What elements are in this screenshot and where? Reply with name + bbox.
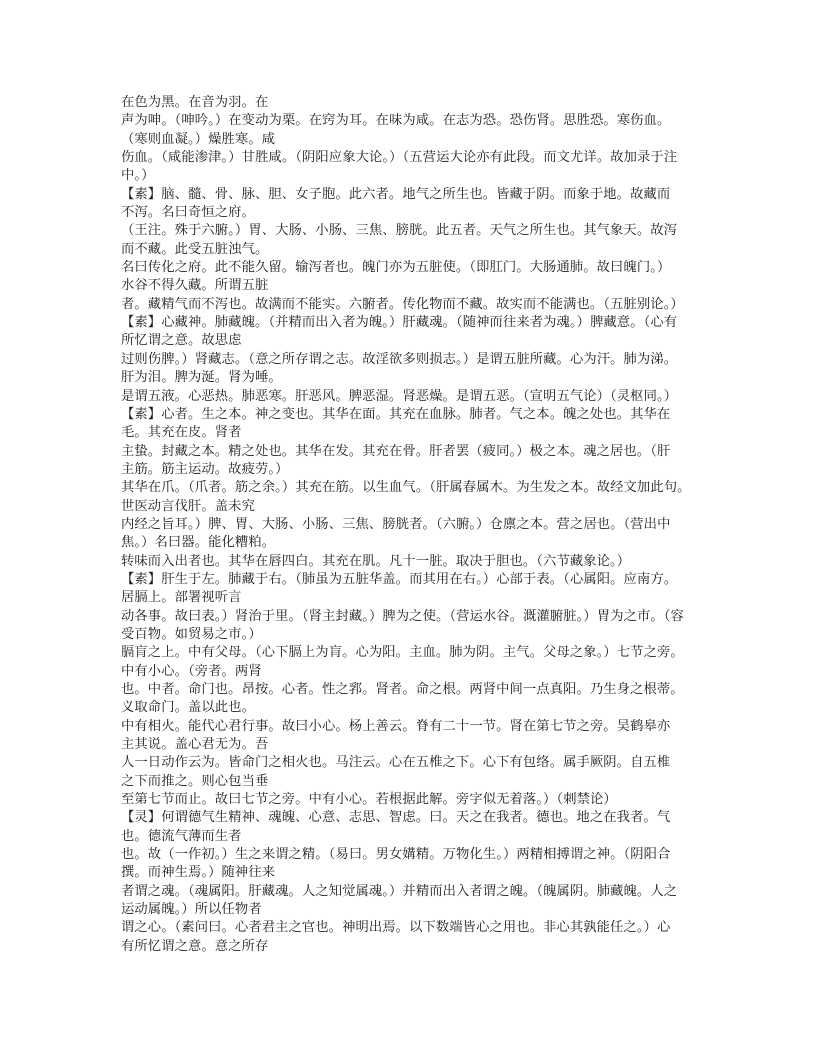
- text-line: 中有相火。能代心君行事。故曰小心。杨上善云。脊有二十一节。肾在第七节之旁。吴鹤皋亦: [121, 718, 671, 734]
- text-line: 转味而入出者也。其华在唇四白。其充在肌。凡十一脏。取决于胆也。（六节藏象论。）: [121, 553, 631, 569]
- document-page: [121, 94, 696, 956]
- text-line: 者谓之魂。（魂属阳。肝藏魂。人之知觉属魂。）并精而出入者谓之魄。（魄属阴。肺藏魄。人之: [121, 883, 678, 899]
- text-line: （王注。殊于六腑。）胃、大肠、小肠、三焦、膀胱。此五者。天气之所生也。其气象天。故泻: [121, 223, 678, 239]
- text-line: 膈肓之上。中有父母。（心下膈上为肓。心为阳。主血。肺为阴。主气。父母之象。）七节之旁。: [121, 645, 684, 661]
- text-line: 【素】心者。生之本。神之变也。其华在面。其充在血脉。肺者。气之本。魄之处也。其华在: [121, 406, 671, 422]
- text-line: 伤血。（咸能渗津。）甘胜咸。（阴阳应象大论。）（五营运大论亦有此段。而文尤详。故加录于注: [121, 150, 678, 166]
- text-line: 焦。）名曰器。能化糟粕。: [121, 535, 276, 551]
- text-line: 【灵】何谓德气生精神、魂魄、心意、志思、智虑。曰。天之在我者。德也。地之在我者。气: [121, 810, 671, 826]
- text-line: 主筋。筋主运动。故疲劳。）: [121, 461, 289, 477]
- text-line: 在色为黑。在音为羽。在: [121, 95, 269, 110]
- text-line: 水谷不得久藏。所谓五脏: [121, 278, 269, 294]
- text-line: 其华在爪。（爪者。筋之余。）其充在筋。以生血气。（肝属春属木。为生发之本。故经文加此句。: [121, 480, 691, 496]
- text-line: 义取命门。盖以此也。: [121, 700, 255, 716]
- text-line: 主蛰。封藏之本。精之处也。其华在发。其充在骨。肝者罢（疲同。）极之本。魂之居也。（肝: [121, 443, 671, 459]
- text-line: 声为呻。（呻吟。）在变动为栗。在窍为耳。在味为咸。在志为恐。恐伤肾。思胜恐。寒伤血。: [121, 113, 671, 129]
- text-line: 也。中者。命门也。昂按。心者。性之郛。肾者。命之根。两肾中间一点真阳。乃生身之根蒂。: [121, 682, 684, 697]
- text-line: 所忆谓之意。故思虑: [121, 333, 242, 349]
- text-line: 谓之心。（素问曰。心者君主之官也。神明出焉。以下数端皆心之用也。非心其孰能任之。）心: [121, 920, 671, 936]
- text-line: 居膈上。部署视听言: [121, 590, 242, 606]
- text-line: 肝为泪。脾为涎。肾为唾。: [121, 370, 282, 386]
- text-line: 【素】脑、髓、骨、脉、胆、女子胞。此六者。地气之所生也。皆藏于阴。而象于地。故藏而: [121, 186, 671, 202]
- text-line: 运动属魄。）所以任物者: [121, 902, 262, 918]
- text-line: 动各事。故曰表。）肾治于里。（肾主封藏。）脾为之使。（营运水谷。溉灌腑脏。）胃为之市。（容: [121, 608, 684, 624]
- text-line: 内经之旨耳。）脾、胃、大肠、小肠、三焦、膀胱者。（六腑。）仓廪之本。营之居也。（营出中: [121, 516, 671, 532]
- text-line: 之下而推之。则心包当垂: [121, 773, 269, 789]
- text-line: 也。德流气薄而生者: [121, 828, 242, 844]
- text-line: 撰。而神生焉。）随神往来: [121, 865, 276, 881]
- text-line: 过则伤脾。）肾藏志。（意之所存谓之志。故淫欲多则损志。）是谓五脏所藏。心为汗。肺为涕。: [121, 351, 678, 367]
- text-line: 是谓五液。心恶热。肺恶寒。肝恶风。脾恶湿。肾恶燥。是谓五恶。（宣明五气论）（灵枢同。）: [121, 388, 678, 404]
- text-line: （寒则血凝。）燥胜寒。咸: [121, 131, 276, 147]
- text-line: 【素】心藏神。肺藏魄。（并精而出入者为魄。）肝藏魂。（随神而往来者为魂。）脾藏意。（心有: [121, 315, 678, 331]
- text-line: 受百物。如贸易之市。）: [121, 626, 262, 642]
- text-line: 人一日动作云为。皆命门之相火也。马注云。心在五椎之下。心下有包络。属手厥阴。自五椎: [121, 755, 671, 771]
- text-line: 世医动言伐肝。盖未究: [121, 498, 255, 514]
- text-line: 名曰传化之府。此不能久留。输泻者也。魄门亦为五脏使。（即肛门。大肠通肺。故曰魄门。）: [121, 260, 671, 276]
- text-line: 者。藏精气而不泻也。故满而不能实。六腑者。传化物而不藏。故实而不能满也。（五脏别论。）: [121, 296, 684, 312]
- text-line: 不泻。名曰奇恒之府。: [121, 205, 255, 221]
- text-line: 毛。其充在皮。肾者: [121, 425, 242, 441]
- text-line: 有所忆谓之意。意之所存: [121, 938, 269, 954]
- text-line: 中有小心。（旁者。两肾: [121, 663, 262, 679]
- text-line: 中。）: [121, 168, 155, 184]
- text-line: 【素】肝生于左。肺藏于右。（肺虽为五脏华盖。而其用在右。）心部于表。（心属阳。应南方。: [121, 571, 678, 587]
- text-line: 也。故（一作初。）生之来谓之精。（易曰。男女媾精。万物化生。）两精相搏谓之神。（阴阳合: [121, 847, 671, 863]
- text-line: 而不藏。此受五脏浊气。: [121, 241, 269, 257]
- text-line: 主其说。盖心君无为。吾: [121, 737, 269, 753]
- text-line: 至第七节而止。故曰七节之旁。中有小心。若根据此解。旁字似无着落。）（刺禁论）: [121, 792, 617, 808]
